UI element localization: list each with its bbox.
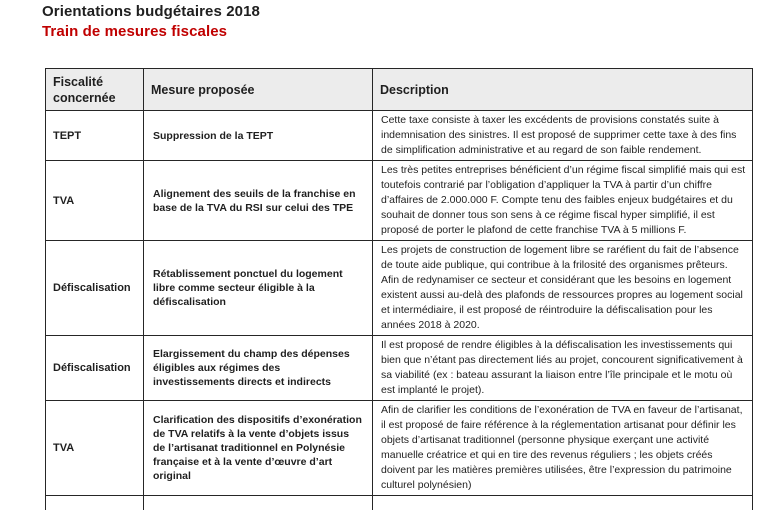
page-subtitle: Train de mesures fiscales [42,23,228,40]
table-row [46,401,753,496]
description-cell: Les projets de construction de logement libre se raréfient du fait de l’absence de toute aide publique, qui contribue à la frilosité des organismes prêteurs. Afin de redynamiser ce secteur et considérant que les besoins en logement existent aussi au-delà des plafonds de ressources propres au logement social et intermédiaire, il est proposé de réintroduire la défiscalisation pour les années 2018 à 2020. [373,241,753,336]
description-cell: Les très petites entreprises bénéficient d’un régime fiscal simplifié mais qui est toutefois contrarié par l’obligation d’appliquer la TVA à partir d’un chiffre d’affaires de 2.000.000 F. Compte tenu des faibles enjeux budgétaires et du souhait de donner tous son sens à ce régime fiscal hyper simplifié, il est proposé de porter le plafond de cette franchise TVA à 5 millions F. [373,161,753,241]
fiscalite-cell: TEPT [46,111,144,161]
description-cell: Cette taxe consiste à taxer les excédents de provisions constatés suite à indemnisation des sinistres. Il est proposé de supprimer cette taxe à des fins de simplification administrative et au regard de son faible rendement. [373,111,753,161]
mesure-cell: Clarification des dispositifs d’exonération de TVA relatifs à la vente d’objets issus de l’artisanat traditionnel en Polynésie française et à la vente d’œuvre d’art original [144,401,373,496]
column-header-fiscalite: Fiscalité concernée [46,69,144,111]
column-header-description: Description [373,69,753,111]
table-row [46,161,753,241]
fiscal-measures-table [45,68,753,510]
mesure-cell: Suppression de la TEPT [144,111,373,161]
description-cell: Afin de clarifier les conditions de l’exonération de TVA en faveur de l’artisanat, il est proposé de faire référence à la réglementation artisanat pour définir les objets d’artisanat traditionnel (personne physique exerçant une activité manuelle créatrice et qui en tire des revenus réguliers ; les objets créés doivent par les matières premières utilisées, être l’expression du patrimoine culturel polynésien) [373,401,753,496]
partial-next-row [46,496,753,510]
table-row [46,241,753,336]
mesure-cell: Alignement des seuils de la franchise en base de la TVA du RSI sur celui des TPE [144,161,373,241]
fiscalite-cell: TVA [46,161,144,241]
table-row [46,336,753,401]
fiscalite-cell: Défiscalisation [46,241,144,336]
mesure-cell: Elargissement du champ des dépenses éligibles aux régimes des investissements directs et indirects [144,336,373,401]
description-cell: Il est proposé de rendre éligibles à la défiscalisation les investissements qui bien que n’étant pas directement liés au projet, concourent significativement à sa viabilité (ex : bateau assurant la liaison entre l’île principale et le motu où est implanté le projet). [373,336,753,401]
fiscalite-cell: Défiscalisation [46,336,144,401]
column-header-mesure: Mesure proposée [144,69,373,111]
table-header-row [46,69,753,111]
fiscalite-cell: TVA [46,401,144,496]
mesure-cell: Rétablissement ponctuel du logement libre comme secteur éligible à la défiscalisation [144,241,373,336]
table-row [46,111,753,161]
page-title: Orientations budgétaires 2018 [42,3,260,20]
